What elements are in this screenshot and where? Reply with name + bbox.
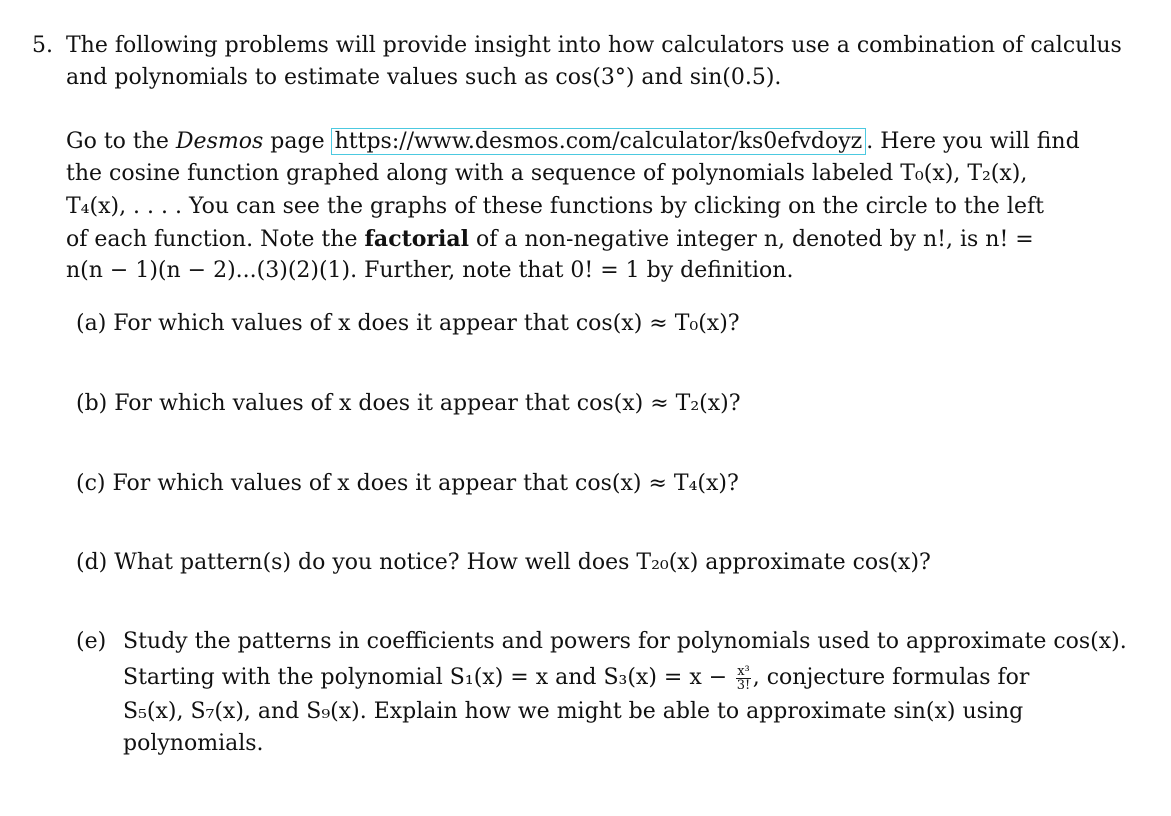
para-page-text: page	[270, 129, 325, 154]
part-a	[76, 309, 740, 339]
intro-line-2: and polynomials to estimate values such as cos(3°) and sin(0.5).	[66, 65, 782, 90]
part-e-line-1: Study the patterns in coefficients and powers for polynomials used to approximate cos(x).	[123, 629, 1127, 654]
problem-number: 5.	[32, 33, 53, 58]
paragraph-line-3: T₄(x), . . . . You can see the graphs of these functions by clicking on the circle to the left	[66, 194, 1044, 219]
desmos-link[interactable]: https://www.desmos.com/calculator/ks0efvdoyz	[331, 128, 867, 155]
part-e-line-2	[123, 663, 1029, 693]
paragraph-line-4	[66, 224, 1034, 255]
part-b-text: For which values of x does it appear that cos(x) ≈ T₂(x)?	[114, 391, 741, 416]
part-e-line-3: S₅(x), S₇(x), and S₉(x). Explain how we might be able to approximate sin(x) using	[123, 699, 1024, 724]
part-c-label: (c)	[76, 471, 106, 496]
part-a-label: (a)	[76, 311, 107, 336]
part-d-label: (d)	[76, 550, 108, 575]
fraction-numerator: x³	[737, 663, 750, 679]
intro-line-1: The following problems will provide insight into how calculators use a combination of calculus	[66, 33, 1122, 58]
paragraph-line-2: the cosine function graphed along with a sequence of polynomials labeled T₀(x), T₂(x),	[66, 161, 1028, 186]
desmos-word: Desmos	[175, 129, 264, 154]
part-e-line-2-a: Starting with the polynomial S₁(x) = x and S₃(x) = x −	[123, 665, 728, 690]
part-e-line-4: polynomials.	[123, 731, 264, 756]
part-b-label: (b)	[76, 391, 108, 416]
para-line4-a: of each function. Note the	[66, 227, 358, 252]
part-b	[76, 389, 741, 419]
para-after-link: . Here you will find	[866, 129, 1080, 154]
part-d-text: What pattern(s) do you notice? How well does T₂₀(x) approximate cos(x)?	[114, 550, 931, 575]
factorial-word: factorial	[364, 226, 469, 252]
para-line4-c: of a non-negative integer n, denoted by n!, is n! =	[475, 227, 1034, 252]
para-go-text: Go to the	[66, 129, 169, 154]
part-e-line-2-b: , conjecture formulas for	[752, 665, 1030, 690]
fraction-denominator: 3!	[736, 677, 751, 693]
x-cubed-over-3-factorial	[736, 665, 751, 692]
part-c-text: For which values of x does it appear that cos(x) ≈ T₄(x)?	[112, 471, 739, 496]
paragraph-line-1	[66, 127, 1080, 157]
part-c	[76, 469, 739, 499]
paragraph-line-5: n(n − 1)(n − 2)...(3)(2)(1). Further, note that 0! = 1 by definition.	[66, 258, 794, 283]
part-a-text: For which values of x does it appear that cos(x) ≈ T₀(x)?	[113, 311, 740, 336]
part-e-label: (e)	[76, 629, 107, 654]
part-d	[76, 548, 931, 578]
